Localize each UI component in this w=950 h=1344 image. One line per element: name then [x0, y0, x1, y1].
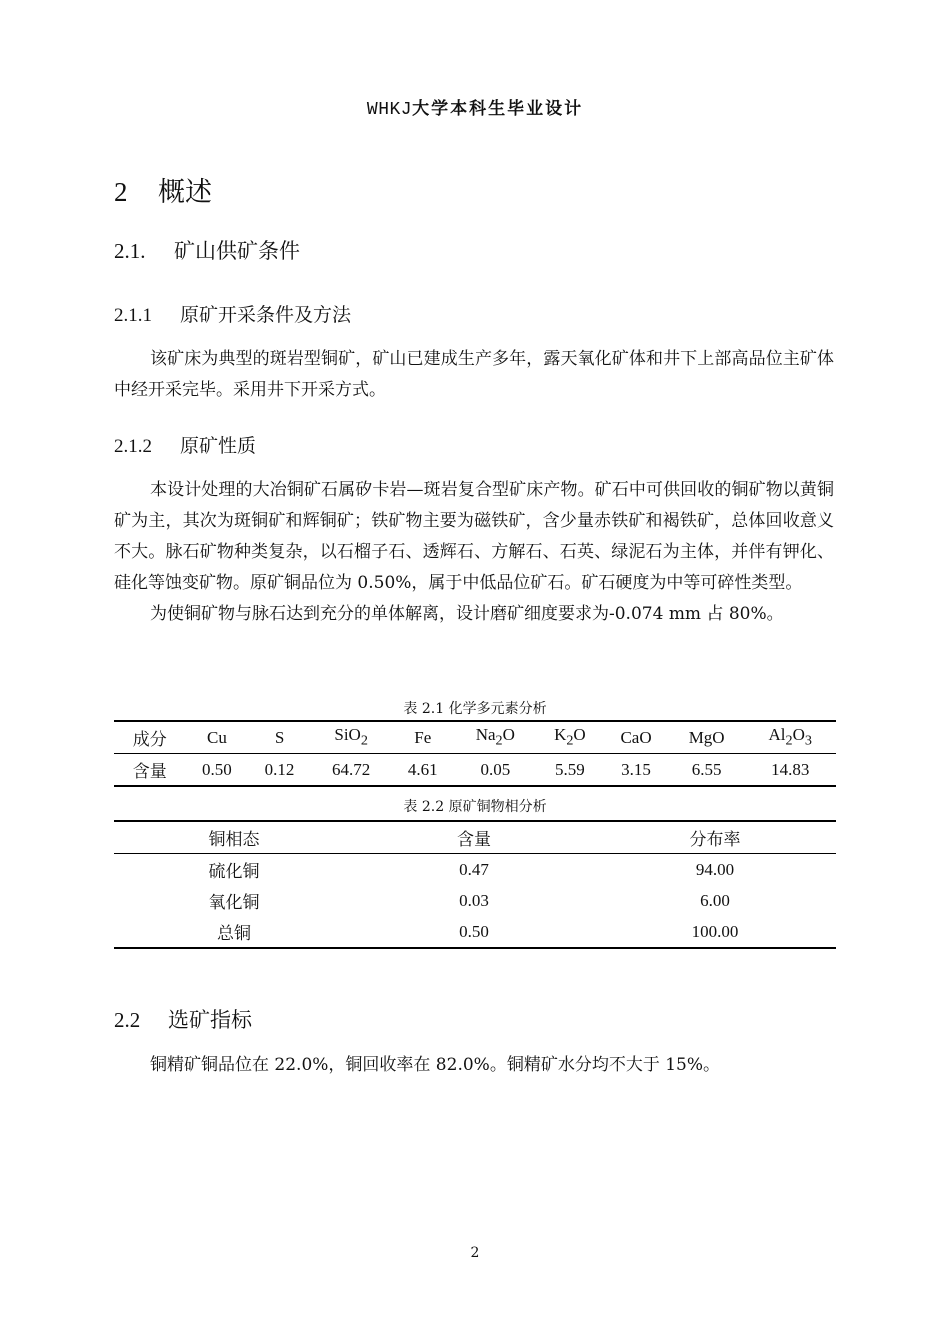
paragraph-beneficiation-targets: [114, 1050, 834, 1081]
table-cell: 5.59: [537, 754, 604, 787]
table-header-cell: 分布率: [594, 821, 836, 854]
table-header-cell: 成分: [114, 721, 186, 754]
table-2-caption: 表 2.2 原矿铜物相分析: [403, 799, 547, 815]
chemical-analysis-table: [114, 720, 836, 787]
section-number: 2.2: [114, 1008, 141, 1032]
paragraph-ore-properties: [114, 475, 834, 630]
table-cell: 0.47: [459, 859, 489, 879]
table-cell: 6.00: [700, 890, 730, 910]
formula-tail: O: [792, 725, 805, 745]
subsection-number: 2.1.1: [114, 305, 152, 326]
table-header-cell: S: [248, 721, 311, 754]
page-header: [0, 94, 950, 120]
formula-subscript: 3: [804, 732, 812, 749]
table-cell: 含量: [114, 754, 186, 787]
paragraph: 铜精矿铜品位在 22.0%，铜回收率在 82.0%。铜精矿水分均不大于 15%。: [150, 1055, 721, 1075]
table-cell: 4.61: [391, 754, 454, 787]
formula-subscript: 2: [360, 732, 368, 749]
subsection-title: 原矿开采条件及方法: [180, 304, 352, 326]
chapter-number: 2: [114, 177, 128, 207]
table-cell: 6.55: [669, 754, 745, 787]
subsection-heading-2-1-1: [114, 300, 351, 327]
table-header-cell: Cu: [186, 721, 249, 754]
paragraph: 该矿床为典型的斑岩型铜矿，矿山已建成生产多年，露天氧化矿体和井下上部高品位主矿体中经开采完毕。采用井下开采方式。: [114, 349, 834, 400]
table-cell: 氧化铜: [208, 893, 260, 912]
formula-base: Na: [475, 725, 496, 745]
header-school-code: WHKJ: [366, 100, 413, 120]
table-cell: 总铜: [114, 916, 354, 948]
formula-tail: O: [573, 725, 586, 745]
table-cell: 0.50: [186, 754, 249, 787]
table-cell: 3.15: [603, 754, 669, 787]
section-title: 矿山供矿条件: [174, 239, 300, 263]
table-cell: 100.00: [594, 916, 836, 948]
table-cell: 0.05: [454, 754, 537, 787]
table-header-cell: Fe: [391, 721, 454, 754]
copper-phase-table: [114, 820, 836, 949]
formula-subscript: 2: [495, 732, 503, 749]
table-header-row: [114, 721, 836, 754]
section-number: 2.1.: [114, 239, 146, 263]
section-title: 选矿指标: [168, 1008, 252, 1032]
table-row: [114, 916, 836, 948]
formula-base: K: [554, 725, 567, 745]
header-title: 大学本科生毕业设计: [412, 99, 584, 119]
table-header-cell: 铜相态: [114, 821, 354, 854]
table-1-caption: 表 2.1 化学多元素分析: [403, 701, 547, 717]
table-cell: 94.00: [695, 859, 735, 879]
table-header-cell: [537, 721, 604, 754]
table-header-cell: MgO: [669, 721, 745, 754]
paragraph: 为使铜矿物与脉石达到充分的单体解离，设计磨矿细度要求为-0.074 mm 占 80%。: [150, 604, 784, 624]
formula-subscript: 2: [566, 732, 574, 749]
table-cell: 0.03: [459, 890, 489, 910]
table-header-cell: [311, 721, 392, 754]
table-header-row: [114, 821, 836, 854]
table-row: [114, 854, 836, 886]
table-row: [114, 754, 836, 787]
table-header-cell: CaO: [603, 721, 669, 754]
subsection-number: 2.1.2: [114, 436, 152, 457]
subsection-heading-2-1-2: [114, 431, 256, 458]
subsection-title: 原矿性质: [180, 435, 257, 457]
chapter-title: 概述: [158, 177, 212, 208]
formula-base: Al: [768, 725, 786, 745]
formula-base: SiO: [334, 725, 361, 745]
table-header-cell: [454, 721, 537, 754]
table-cell: 0.50: [354, 916, 594, 948]
paragraph-mining-conditions: [114, 344, 834, 406]
section-heading-2-1: [114, 235, 300, 265]
table-cell: 14.83: [744, 754, 836, 787]
table-cell: 0.12: [248, 754, 311, 787]
page-number: 2: [470, 1245, 480, 1261]
paragraph: 本设计处理的大冶铜矿石属矽卡岩—斑岩复合型矿床产物。矿石中可供回收的铜矿物以黄铜矿为主，其次为斑铜矿和辉铜矿；铁矿物主要为磁铁矿，含少量赤铁矿和褐铁矿，总体回收意义不大。脉石矿物种类复杂，以石榴子石、透辉石、方解石、石英、绿泥石为主体，并伴有钾化、硅化等蚀变矿物。原矿铜品位为 0.50%，属于中低品位矿石。矿石硬度为中等可碎性类型。: [114, 480, 834, 593]
chapter-heading: [114, 170, 212, 209]
table-header-cell: 含量: [354, 821, 594, 854]
table-cell: 硫化铜: [208, 862, 260, 881]
formula-tail: O: [502, 725, 515, 745]
formula-subscript: 2: [785, 732, 793, 749]
table-cell: 64.72: [311, 754, 392, 787]
table-row: [114, 885, 836, 916]
section-heading-2-2: [114, 1004, 252, 1034]
table-header-cell: [744, 721, 836, 754]
